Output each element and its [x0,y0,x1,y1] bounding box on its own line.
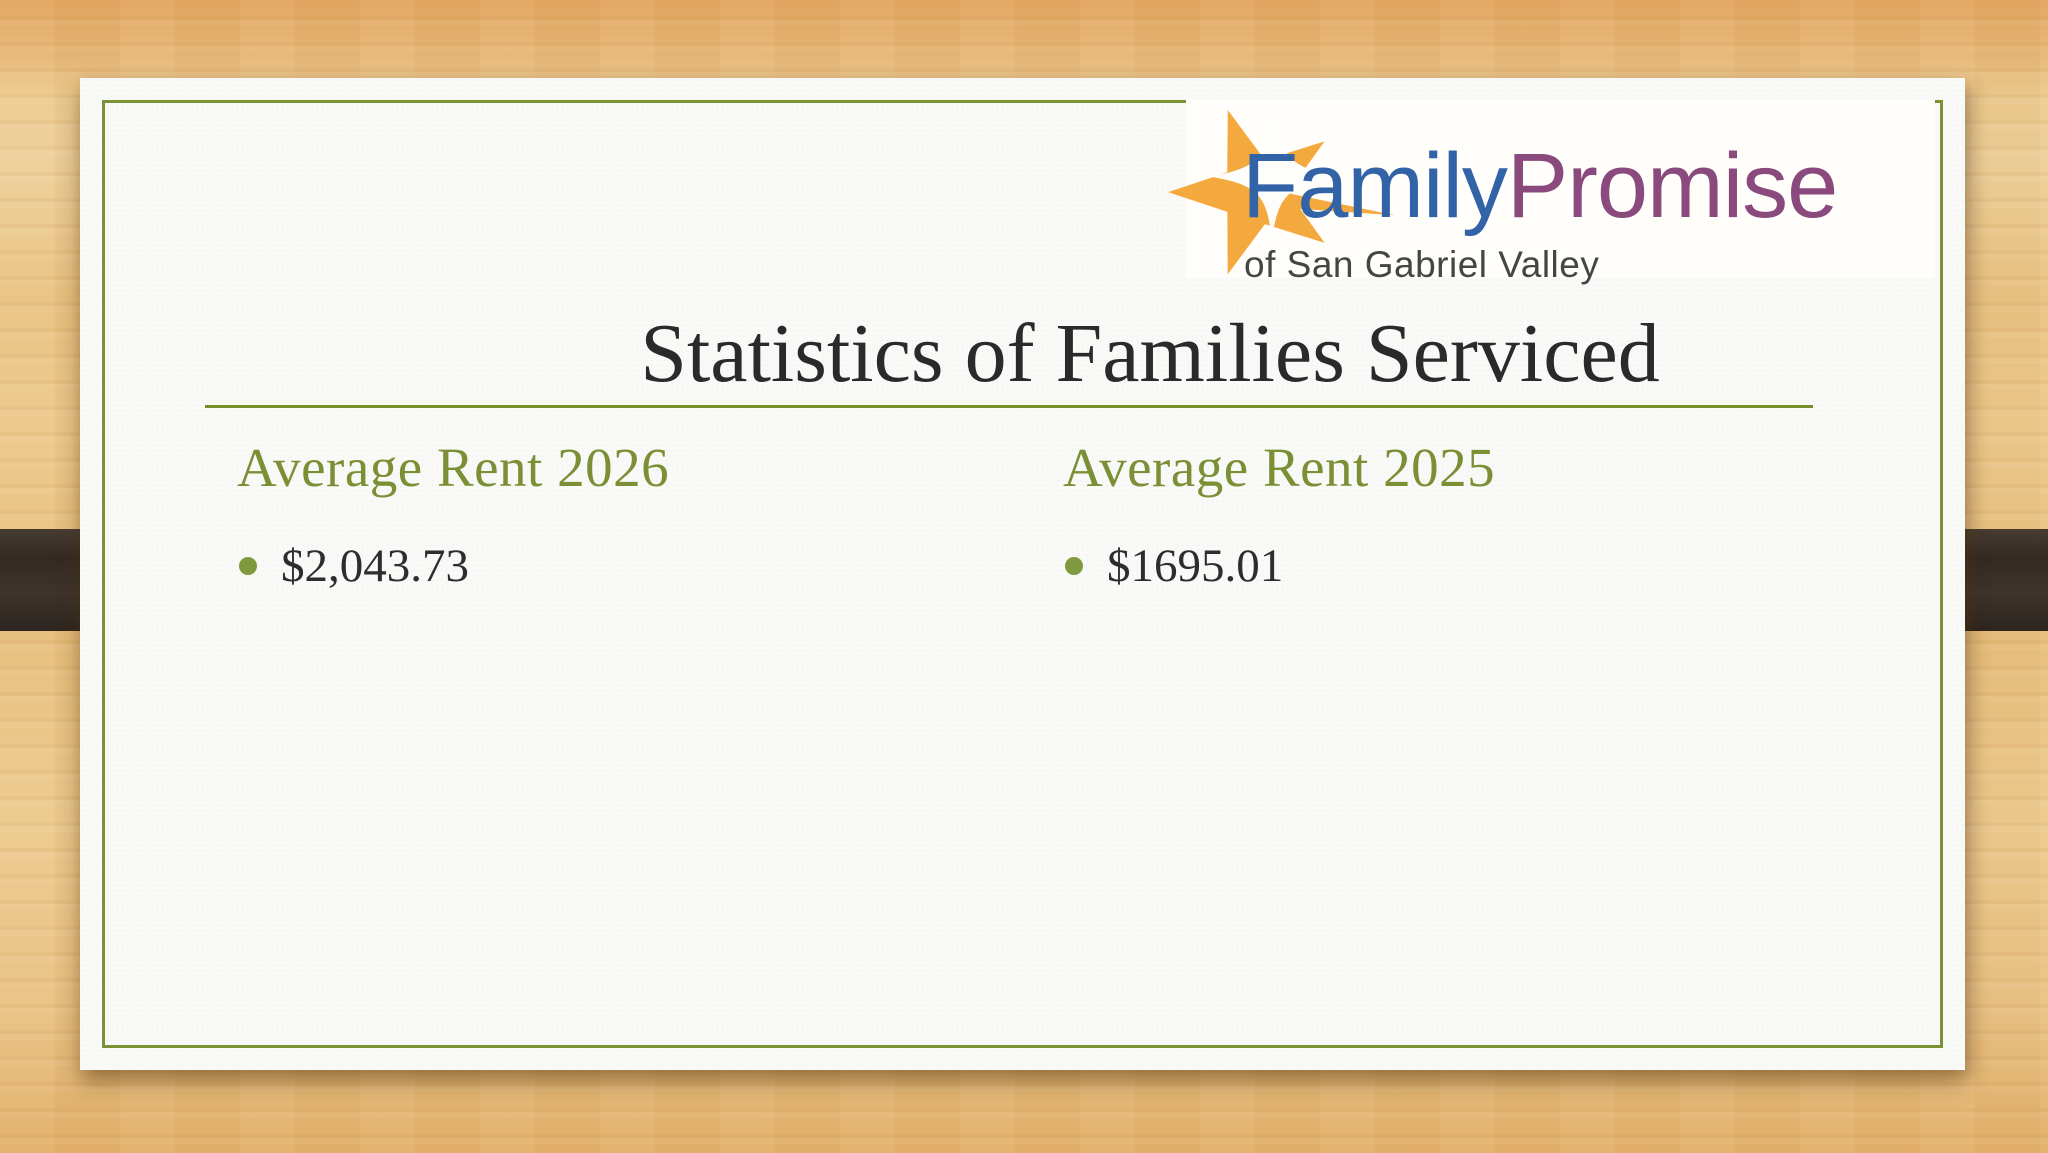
bullet-dot-icon [1065,557,1083,575]
column-heading-2025: Average Rent 2025 [1063,437,1496,498]
bullet-dot-icon [239,557,257,575]
column-rent-2026 [237,438,977,590]
logo-brand-family: Family [1242,135,1507,237]
family-promise-logo [1186,100,1935,285]
logo-wordmark [1242,135,1838,237]
bullet-item-2026 [237,539,977,592]
column-rent-2025 [1063,438,1803,590]
logo-tagline: of San Gabriel Valley [1244,244,1600,285]
title-underline [205,405,1813,408]
bullet-value-2025: $1695.01 [1107,539,1284,592]
bullet-value-2026: $2,043.73 [281,539,469,592]
logo-brand-promise: Promise [1506,135,1838,237]
column-heading-2026: Average Rent 2026 [237,437,670,498]
slide [80,78,1965,1070]
bullet-item-2025 [1063,539,1803,592]
slide-title: Statistics of Families Serviced [640,307,1660,400]
